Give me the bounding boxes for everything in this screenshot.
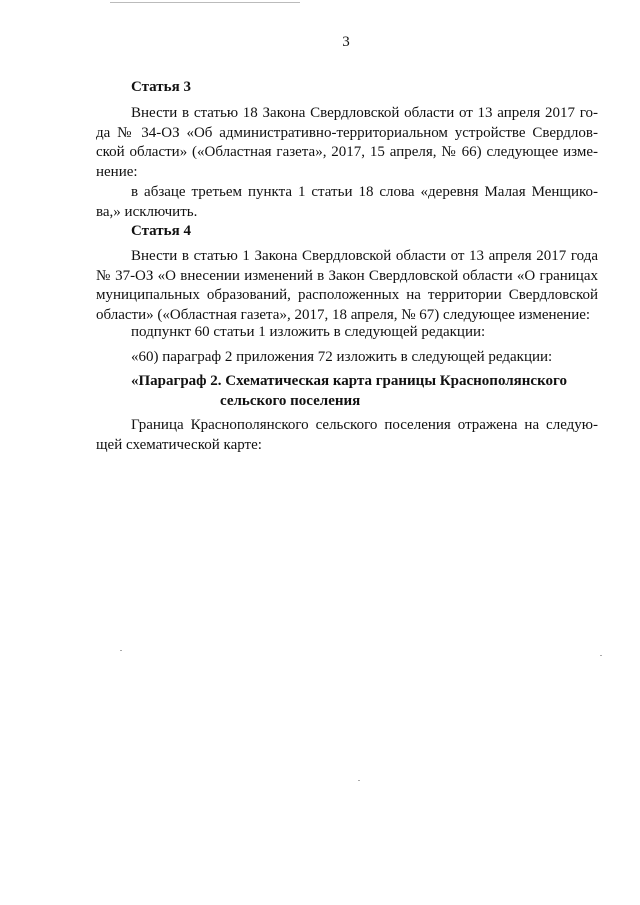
paragraph-2-title [131, 372, 601, 411]
article-4-heading: Статья 4 [131, 223, 191, 239]
text-line: нение: [96, 163, 138, 180]
article-4-paragraph-2 [96, 323, 598, 343]
page-number: 3 [342, 34, 350, 50]
article-3-heading: Статья 3 [131, 79, 191, 95]
article-4-paragraph-4 [96, 416, 598, 455]
article-3-paragraph-2 [96, 183, 598, 222]
scan-artifact-line [110, 2, 300, 3]
text-line: Внести в статью 18 Закона Свердловской области от 13 апреля 2017 го- [131, 105, 598, 121]
text-line: № 37-ОЗ «О внесении изменений в Закон Свердловской области «О границах [96, 267, 598, 284]
text-line: в абзаце третьем пункта 1 статьи 18 слова «деревня Малая Менщико- [131, 184, 598, 200]
text-line: ской области» («Областная газета», 2017, 15 апреля, № 66) следующее изме- [96, 144, 598, 161]
scan-speck [120, 650, 122, 651]
text-line: Внести в статью 1 Закона Свердловской области от 13 апреля 2017 года [131, 248, 598, 264]
text-line: подпункт 60 статьи 1 изложить в следующей редакции: [131, 324, 486, 340]
paragraph-title-line-2: сельского поселения [220, 392, 361, 409]
article-4-paragraph-1 [96, 247, 598, 325]
text-line: да № 34-ОЗ «Об административно-территориальном устройстве Свердлов- [96, 124, 598, 141]
text-line: области» («Областная газета», 2017, 18 апреля, № 67) следующее изменение: [96, 306, 591, 323]
article-4-paragraph-3 [96, 348, 598, 368]
text-line: муниципальных образований, расположенных на территории Свердловской [96, 287, 598, 304]
text-line: Граница Краснополянского сельского поселения отражена на следую- [131, 417, 598, 433]
article-3-paragraph-1 [96, 104, 598, 182]
scan-speck [600, 655, 602, 656]
scan-speck [358, 780, 360, 781]
text-line: ва,» исключить. [96, 203, 198, 220]
text-line: щей схематической карте: [96, 436, 262, 453]
paragraph-title-line-1: «Параграф 2. Схематическая карта границы Краснополянского [131, 373, 567, 389]
text-line: «60) параграф 2 приложения 72 изложить в следующей редакции: [131, 349, 553, 365]
